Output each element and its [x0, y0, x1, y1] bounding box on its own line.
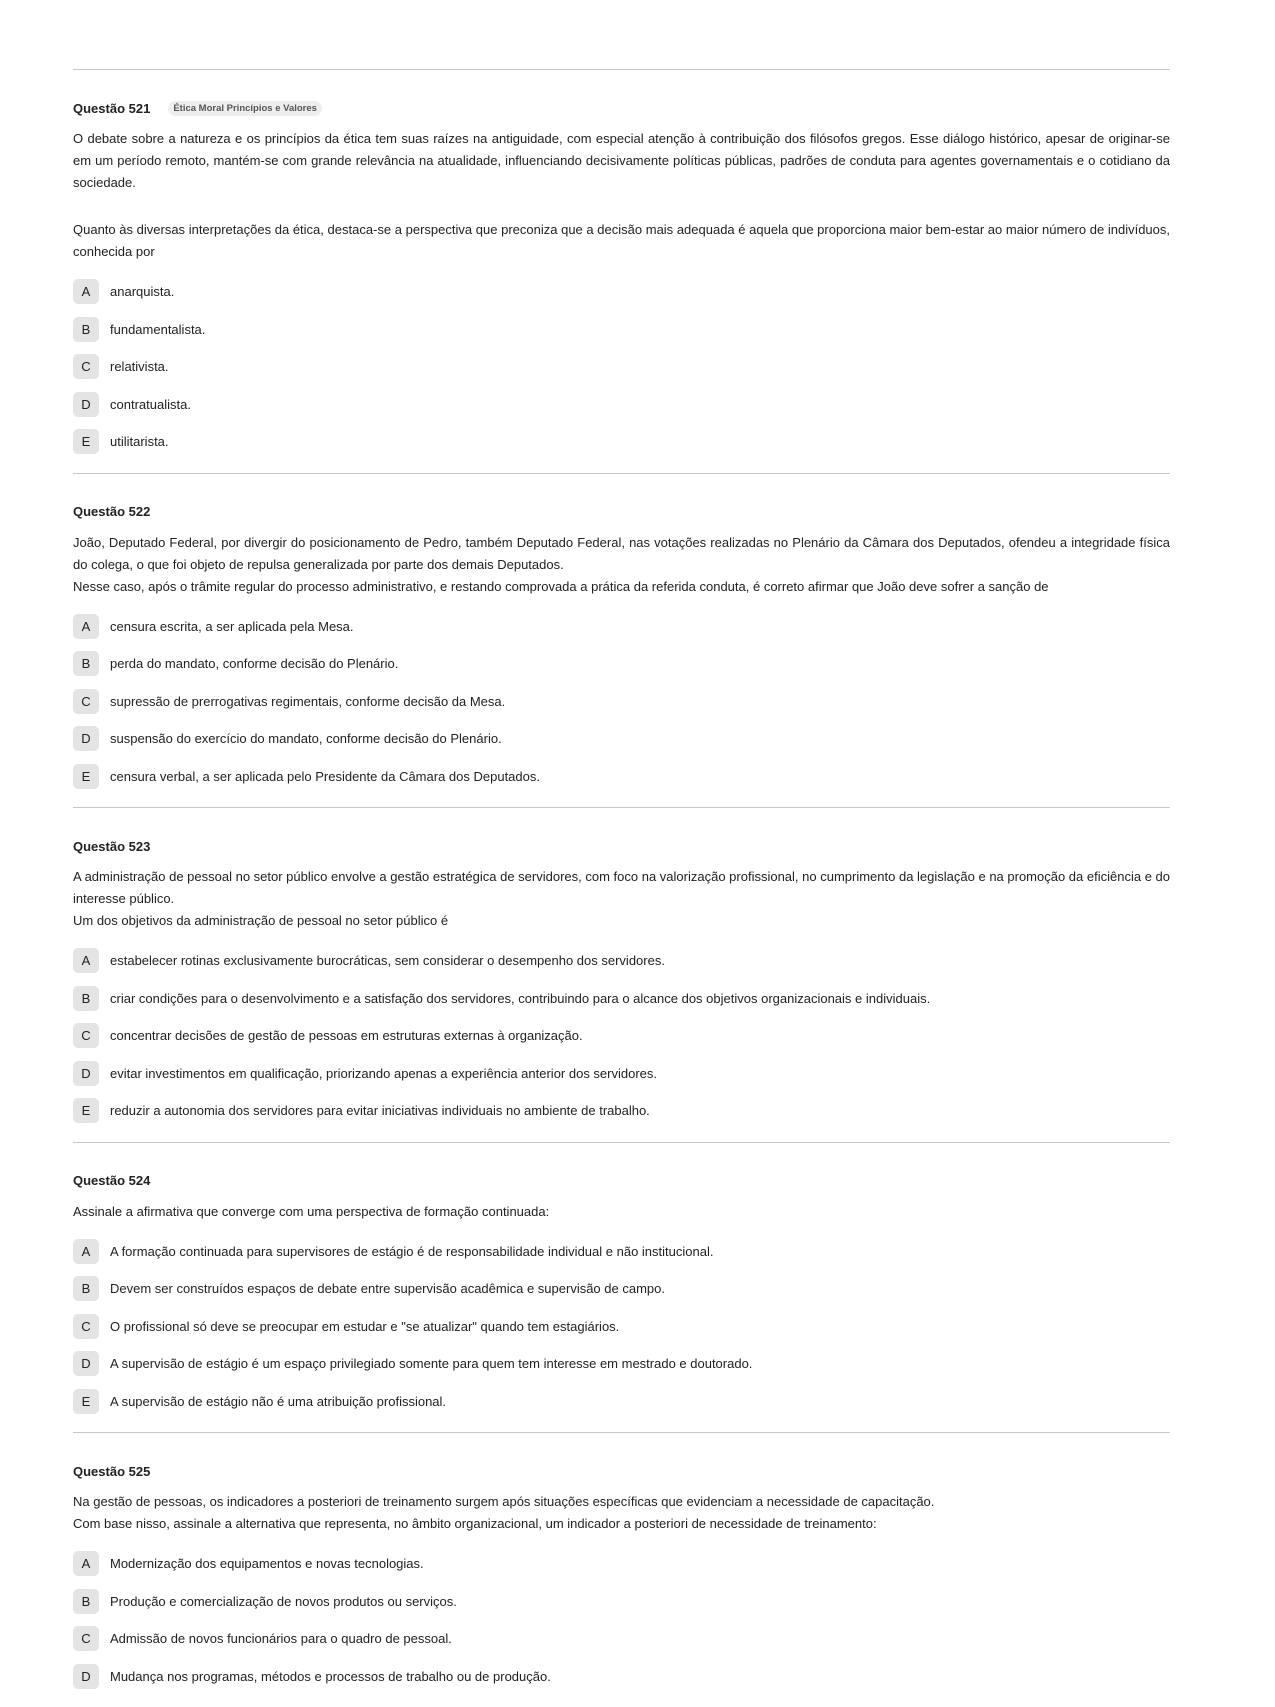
option-letter[interactable]: B — [73, 651, 99, 676]
option-text: O profissional só deve se preocupar em estudar e "se atualizar" quando tem estagiários. — [110, 1318, 620, 1334]
option-letter[interactable]: D — [73, 726, 99, 751]
option-letter[interactable]: A — [73, 1239, 99, 1264]
option-letter[interactable]: A — [73, 279, 99, 304]
option-e[interactable] — [73, 423, 1170, 461]
option-text: relativista. — [110, 359, 169, 375]
option-letter[interactable]: A — [73, 614, 99, 639]
question-title: Questão 522 — [73, 504, 151, 519]
option-text: criar condições para o desenvolvimento e a satisfação dos servidores, contribuindo para o alcance dos objetivos organizacionais e individuais. — [110, 990, 931, 1006]
option-c[interactable] — [73, 1308, 1170, 1346]
question-title: Questão 524 — [73, 1173, 151, 1188]
option-c[interactable] — [73, 683, 1170, 721]
question-521 — [73, 70, 1170, 473]
option-letter[interactable]: C — [73, 354, 99, 379]
question-text: João, Deputado Federal, por divergir do posicionamento de Pedro, também Deputado Federal, nas votações realizadas no Plenário da Câmara dos Deputados, ofendeu a integridade física do colega, o que foi objeto de repulsa generalizada por parte dos demais Deputados. — [73, 534, 1170, 572]
option-d[interactable] — [73, 386, 1170, 424]
option-text: A supervisão de estágio não é uma atribuição profissional. — [110, 1393, 447, 1409]
option-letter[interactable]: D — [73, 392, 99, 417]
subject-tag: Ética Moral Princípios e Valores — [168, 101, 322, 116]
question-list — [73, 69, 1170, 1707]
option-letter[interactable]: C — [73, 1023, 99, 1048]
option-text: utilitarista. — [110, 434, 169, 450]
option-text: fundamentalista. — [110, 321, 206, 337]
option-text: reduzir a autonomia dos servidores para evitar iniciativas individuais no ambiente de trabalho. — [110, 1103, 650, 1119]
option-letter[interactable]: C — [73, 1314, 99, 1339]
option-b[interactable] — [73, 1270, 1170, 1308]
option-text: Devem ser construídos espaços de debate entre supervisão acadêmica e supervisão de campo. — [110, 1281, 665, 1297]
option-text: evitar investimentos em qualificação, priorizando apenas a experiência anterior dos servidores. — [110, 1065, 658, 1081]
option-letter[interactable]: C — [73, 689, 99, 714]
option-text: anarquista. — [110, 284, 175, 300]
question-text: A administração de pessoal no setor público envolve a gestão estratégica de servidores, com foco na valorização profissional, no cumprimento da legislação e na promoção da eficiência e do interesse público. — [73, 869, 1170, 906]
question-prompt: Nesse caso, após o trâmite regular do processo administrativo, e restando comprovada a prática da referida conduta, é correto afirmar que João deve sofrer a sanção de — [73, 578, 1049, 594]
option-e[interactable] — [73, 758, 1170, 796]
option-letter[interactable]: C — [73, 1626, 99, 1651]
question-text: O debate sobre a natureza e os princípios da ética tem suas raízes na antiguidade, com especial atenção à contribuição dos filósofos gregos. Esse diálogo histórico, apesar de originar-se em um período remoto, mantém-se com grande relevância na atualidade, influenciando decisivamente políticas públicas, padrões de conduta para agentes governamentais e o cotidiano da sociedade. — [73, 131, 1170, 190]
question-prompt: Um dos objetivos da administração de pessoal no setor público é — [73, 913, 449, 928]
option-text: Mudança nos programas, métodos e processos de trabalho ou de produção. — [110, 1668, 551, 1684]
option-e[interactable] — [73, 1092, 1170, 1130]
question-523 — [73, 808, 1170, 1142]
option-a[interactable] — [73, 942, 1170, 980]
option-a[interactable] — [73, 1545, 1170, 1583]
question-text: Na gestão de pessoas, os indicadores a posteriori de treinamento surgem após situações específicas que evidenciam a necessidade de capacitação. — [73, 1494, 935, 1509]
option-b[interactable] — [73, 645, 1170, 683]
option-b[interactable] — [73, 1583, 1170, 1621]
option-a[interactable] — [73, 1233, 1170, 1271]
option-letter[interactable]: B — [73, 317, 99, 342]
option-letter[interactable]: D — [73, 1664, 99, 1689]
option-letter[interactable]: B — [73, 1589, 99, 1614]
option-text: censura escrita, a ser aplicada pela Mesa. — [110, 618, 354, 634]
option-text: A formação continuada para supervisores de estágio é de responsabilidade individual e não institucional. — [110, 1243, 714, 1259]
question-522 — [73, 474, 1170, 808]
option-e[interactable] — [73, 1383, 1170, 1421]
option-letter[interactable]: B — [73, 986, 99, 1011]
option-letter[interactable]: E — [73, 1389, 99, 1414]
option-letter[interactable]: B — [73, 1276, 99, 1301]
option-text: perda do mandato, conforme decisão do Plenário. — [110, 656, 399, 672]
option-text: estabelecer rotinas exclusivamente burocráticas, sem considerar o desempenho dos servidores. — [110, 953, 665, 969]
option-text: supressão de prerrogativas regimentais, conforme decisão da Mesa. — [110, 693, 506, 709]
option-text: contratualista. — [110, 396, 191, 412]
option-letter[interactable]: A — [73, 1551, 99, 1576]
question-525 — [73, 1433, 1170, 1707]
option-c[interactable] — [73, 1017, 1170, 1055]
option-text: Produção e comercialização de novos produtos ou serviços. — [110, 1593, 457, 1609]
question-prompt: Com base nisso, assinale a alternativa que representa, no âmbito organizacional, um indicador a posteriori de necessidade de treinamento: — [73, 1516, 877, 1531]
option-a[interactable] — [73, 273, 1170, 311]
option-letter[interactable]: E — [73, 764, 99, 789]
question-524 — [73, 1143, 1170, 1433]
question-title: Questão 525 — [73, 1463, 151, 1479]
option-text: censura verbal, a ser aplicada pelo Presidente da Câmara dos Deputados. — [110, 768, 540, 784]
question-title: Questão 521 — [73, 100, 151, 116]
option-d[interactable] — [73, 1055, 1170, 1093]
option-c[interactable] — [73, 348, 1170, 386]
option-a[interactable] — [73, 608, 1170, 646]
option-d[interactable] — [73, 720, 1170, 758]
option-d[interactable] — [73, 1658, 1170, 1696]
option-letter[interactable]: D — [73, 1061, 99, 1086]
option-b[interactable] — [73, 311, 1170, 349]
option-text: concentrar decisões de gestão de pessoas em estruturas externas à organização. — [110, 1028, 583, 1044]
option-text: Modernização dos equipamentos e novas tecnologias. — [110, 1556, 424, 1572]
question-title: Questão 523 — [73, 838, 151, 854]
option-c[interactable] — [73, 1620, 1170, 1658]
question-prompt: Quanto às diversas interpretações da ética, destaca-se a perspectiva que preconiza que a decisão mais adequada é aquela que proporciona maior bem-estar ao maior número de indivíduos, conhecida por — [73, 222, 1170, 259]
option-letter[interactable]: E — [73, 429, 99, 454]
option-text: Admissão de novos funcionários para o quadro de pessoal. — [110, 1631, 452, 1647]
option-text: suspensão do exercício do mandato, conforme decisão do Plenário. — [110, 731, 502, 747]
option-letter[interactable]: E — [73, 1098, 99, 1123]
option-letter[interactable]: D — [73, 1351, 99, 1376]
option-text: A supervisão de estágio é um espaço privilegiado somente para quem tem interesse em mestrado e doutorado. — [110, 1356, 753, 1372]
option-b[interactable] — [73, 980, 1170, 1018]
option-letter[interactable]: A — [73, 948, 99, 973]
option-d[interactable] — [73, 1345, 1170, 1383]
question-prompt: Assinale a afirmativa que converge com uma perspectiva de formação continuada: — [73, 1203, 550, 1219]
